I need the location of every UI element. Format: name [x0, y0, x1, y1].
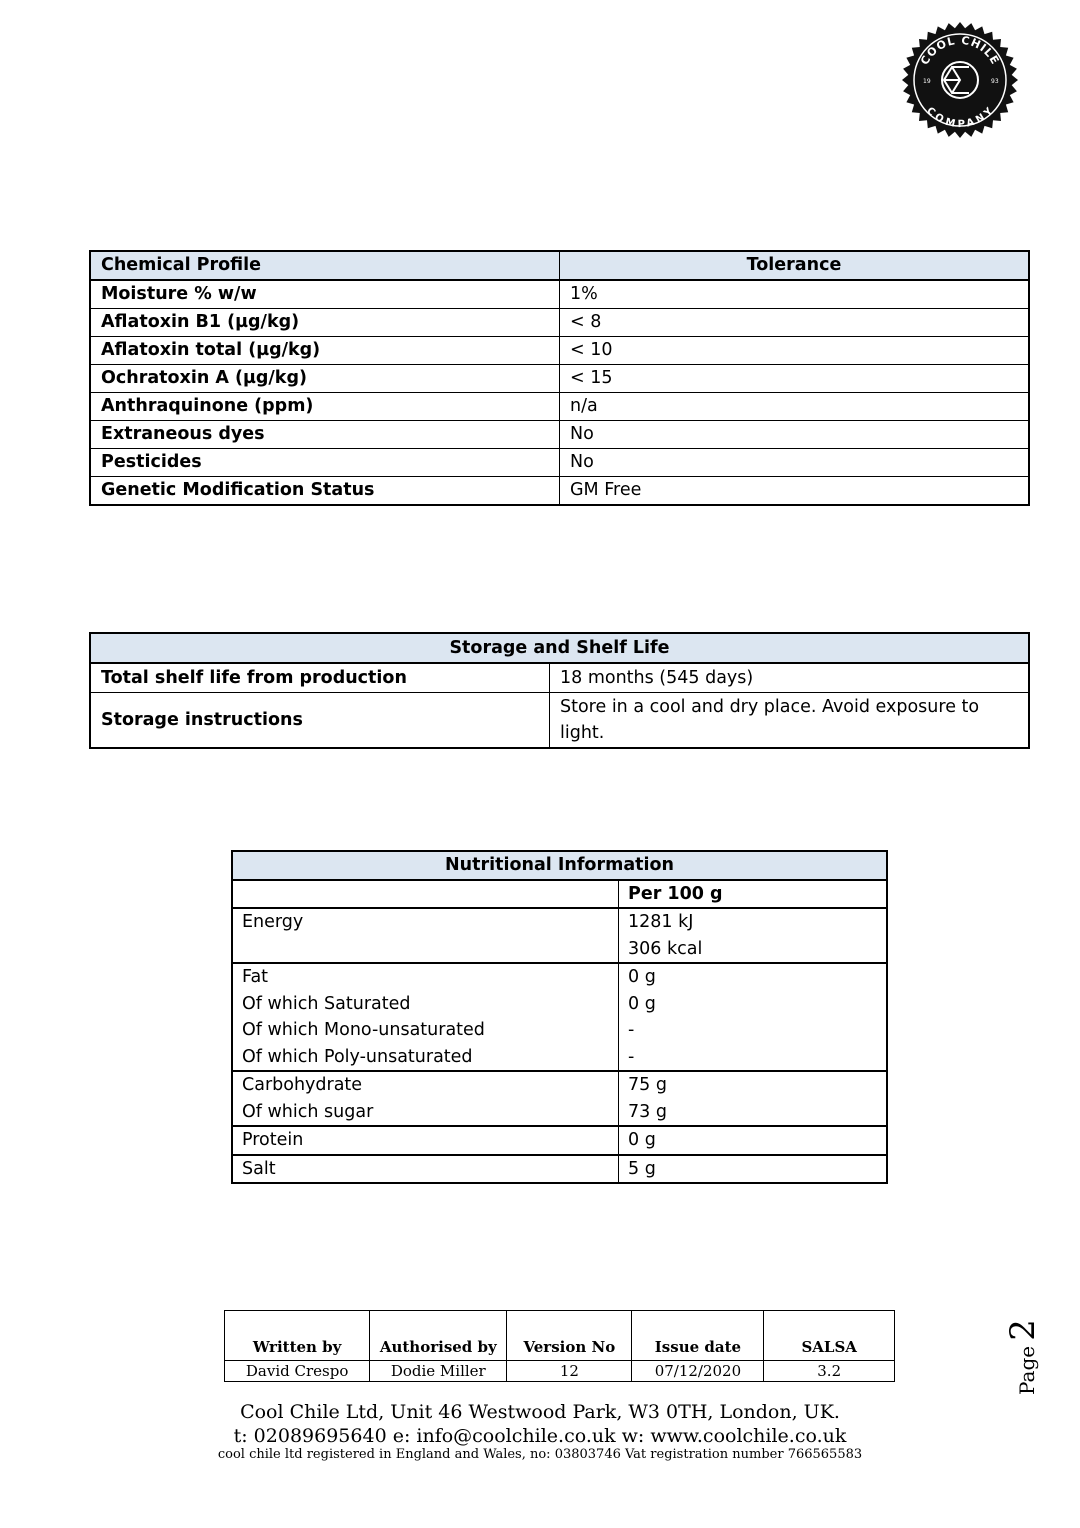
nutrient-values — [619, 963, 888, 1071]
chemical-row — [90, 393, 1029, 421]
nutrient-label: Of which Poly-unsaturated — [242, 1046, 473, 1067]
nutrient-values — [619, 1126, 888, 1155]
meta-header: Written by — [225, 1311, 370, 1361]
meta-value: David Crespo — [225, 1361, 370, 1382]
nutrient-values — [619, 1155, 888, 1184]
chemical-name: Ochratoxin A (µg/kg) — [90, 365, 560, 393]
nutrient-label: Of which sugar — [242, 1101, 374, 1122]
storage-instructions-label: Storage instructions — [90, 693, 550, 749]
nutrition-row — [232, 963, 887, 1071]
nutrient-value: 75 g — [628, 1075, 667, 1095]
chemical-row — [90, 477, 1029, 506]
nutrient-label: Salt — [242, 1158, 276, 1179]
nutrient-values — [619, 908, 888, 963]
nutrient-label: Protein — [242, 1130, 304, 1150]
nutrition-blank-cell — [232, 880, 619, 909]
chemical-name: Aflatoxin B1 (µg/kg) — [90, 309, 560, 337]
chemical-tolerance: < 15 — [560, 365, 1030, 393]
chemical-row — [90, 421, 1029, 449]
meta-value: 07/12/2020 — [632, 1361, 764, 1382]
nutrient-labels — [232, 963, 619, 1071]
nutrient-labels — [232, 1071, 619, 1126]
nutrient-labels — [232, 908, 619, 963]
logo-top-text: COOL CHILE — [918, 33, 1002, 68]
meta-header: Version No — [507, 1311, 632, 1361]
chemical-tolerance: < 8 — [560, 309, 1030, 337]
chemical-tolerance: < 10 — [560, 337, 1030, 365]
chemical-profile-header: Chemical Profile — [90, 251, 560, 280]
chemical-name: Genetic Modification Status — [90, 477, 560, 506]
nutrition-row — [232, 1071, 887, 1126]
nutrition-row — [232, 908, 887, 963]
nutrient-value: 73 g — [628, 1101, 667, 1122]
meta-value: Dodie Miller — [370, 1361, 507, 1382]
nutrient-label: Of which Mono-unsaturated — [242, 1020, 485, 1040]
nutrient-label: Carbohydrate — [242, 1075, 363, 1095]
storage-instructions-value: Store in a cool and dry place. Avoid exposure to light. — [550, 693, 1030, 749]
chemical-row — [90, 337, 1029, 365]
document-meta-table — [224, 1310, 895, 1382]
chemical-tolerance: GM Free — [560, 477, 1030, 506]
nutrient-labels — [232, 1155, 619, 1184]
company-logo — [902, 22, 1018, 138]
meta-header: Authorised by — [370, 1311, 507, 1361]
nutrition-header: Nutritional Information — [232, 851, 887, 880]
chemical-name: Anthraquinone (ppm) — [90, 393, 560, 421]
chemical-name: Extraneous dyes — [90, 421, 560, 449]
chemical-row — [90, 280, 1029, 309]
nutrient-value: - — [628, 1020, 635, 1040]
chemical-name: Aflatoxin total (µg/kg) — [90, 337, 560, 365]
nutrient-value: - — [628, 1046, 635, 1067]
shelf-life-label: Total shelf life from production — [90, 663, 550, 693]
meta-value: 12 — [507, 1361, 632, 1382]
nutrient-value: 0 g — [628, 1130, 656, 1150]
chemical-tolerance: No — [560, 449, 1030, 477]
nutrient-label: Of which Saturated — [242, 993, 411, 1014]
footer-contact: t: 02089695640 e: info@coolchile.co.uk w: www.coolchile.co.uk — [233, 1425, 847, 1447]
logo-bottom-text: COMPANY — [924, 105, 996, 131]
chemical-name: Moisture % w/w — [90, 280, 560, 309]
nutrient-value: 5 g — [628, 1158, 656, 1179]
per-100g-header: Per 100 g — [619, 880, 888, 909]
nutrition-table — [231, 850, 888, 1184]
footer-address: Cool Chile Ltd, Unit 46 Westwood Park, W3 0TH, London, UK. — [240, 1401, 840, 1423]
nutrient-values — [619, 1071, 888, 1126]
nutrition-row — [232, 1126, 887, 1155]
logo-year-right: 93 — [991, 78, 999, 85]
shelf-life-value: 18 months (545 days) — [550, 663, 1030, 693]
meta-header: Issue date — [632, 1311, 764, 1361]
chemical-name: Pesticides — [90, 449, 560, 477]
chemical-profile-table — [89, 250, 1030, 506]
nutrient-value: 0 g — [628, 993, 656, 1014]
nutrient-value: 306 kcal — [628, 938, 703, 959]
chemical-tolerance: n/a — [560, 393, 1030, 421]
nutrition-row — [232, 1155, 887, 1184]
meta-value: 3.2 — [764, 1361, 895, 1382]
nutrient-value: 1281 kJ — [628, 912, 694, 932]
page-number — [1003, 1319, 1043, 1395]
footer-registration: cool chile ltd registered in England and Wales, no: 03803746 Vat registration number 766565583 — [217, 1447, 863, 1462]
chemical-row — [90, 365, 1029, 393]
page-number-value: 2 — [1003, 1319, 1043, 1341]
meta-header: SALSA — [764, 1311, 895, 1361]
chemical-row — [90, 309, 1029, 337]
storage-table — [89, 632, 1030, 749]
logo-year-left: 19 — [923, 78, 931, 85]
nutrient-label: Fat — [242, 967, 269, 987]
chemical-tolerance: 1% — [560, 280, 1030, 309]
nutrient-labels — [232, 1126, 619, 1155]
page-word: Page — [1015, 1345, 1039, 1395]
storage-header: Storage and Shelf Life — [90, 633, 1029, 663]
tolerance-header: Tolerance — [560, 251, 1030, 280]
nutrient-value: 0 g — [628, 967, 656, 987]
chemical-tolerance: No — [560, 421, 1030, 449]
nutrient-label: Energy — [242, 912, 304, 932]
chemical-row — [90, 449, 1029, 477]
